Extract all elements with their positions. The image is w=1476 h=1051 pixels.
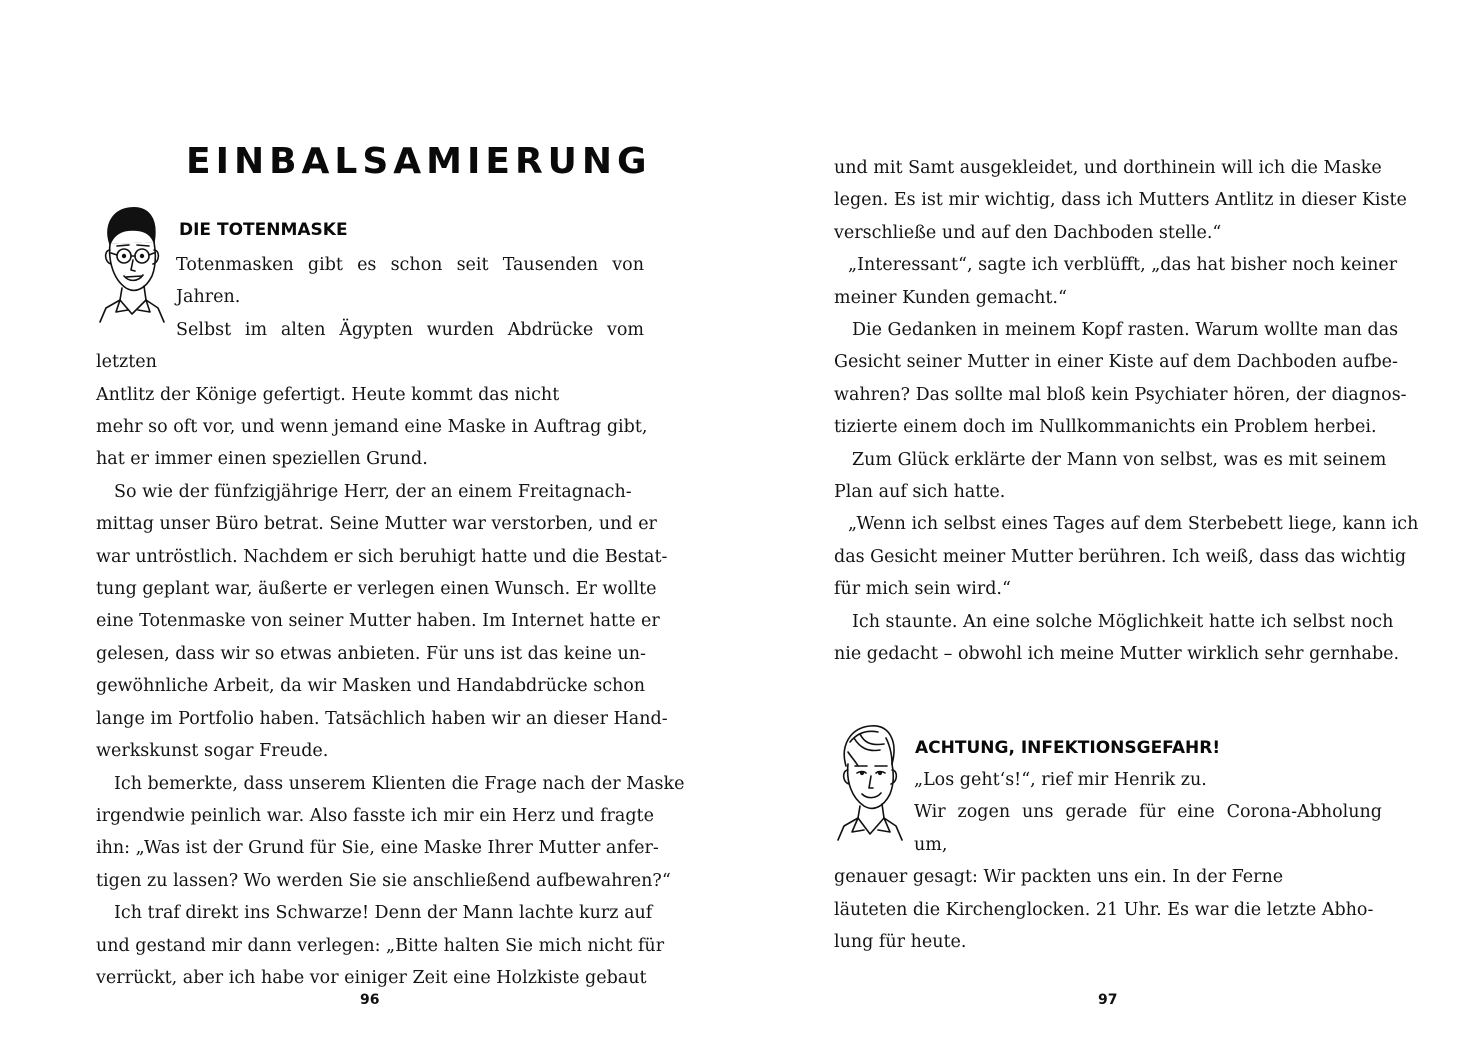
text-line: war untröstlich. Nachdem er sich beruhigt hatte und die Bestat- [96, 546, 668, 567]
text-line: Die Gedanken in meinem Kopf rasten. Warum wollte man das [852, 320, 1399, 341]
text-line: „Wenn ich selbst eines Tages auf dem Sterbebett liege, kann ich [848, 514, 1419, 535]
text-line: für mich sein wird.“ [834, 579, 1011, 600]
text-line: Plan auf sich hatte. [834, 482, 1006, 503]
text-line: Zum Glück erklärte der Mann von selbst, was es mit seinem [852, 449, 1387, 470]
text-line: legen. Es ist mir wichtig, dass ich Mutters Antlitz in dieser Kiste [834, 190, 1407, 211]
text-line: ihn: „Was ist der Grund für Sie, eine Maske Ihrer Mutter anfer- [96, 838, 659, 859]
text-line: und gestand mir dann verlegen: „Bitte halten Sie mich nicht für [96, 935, 665, 956]
chapter-title: EINBALSAMIERUNG [186, 141, 652, 182]
text-line: verschließe und auf den Dachboden stelle.“ [834, 222, 1222, 243]
text-line: hat er immer einen speziellen Grund. [96, 449, 428, 470]
text-line: wahren? Das sollte mal bloß kein Psychiater hören, der diagnos- [834, 384, 1407, 405]
text-line: tung geplant war, äußerte er verlegen einen Wunsch. Er wollte [96, 579, 657, 600]
text-line: irgendwie peinlich war. Also fasste ich mir ein Herz und fragte [96, 805, 654, 826]
text-line: tizierte einem doch im Nullkommanichts ein Problem herbei. [834, 417, 1377, 438]
text-line: meiner Kunden gemacht.“ [834, 287, 1067, 308]
text-line: und mit Samt ausgekleidet, und dorthinein will ich die Maske [834, 158, 1382, 178]
page-number: 96 [360, 992, 380, 1008]
page-number: 97 [1098, 992, 1118, 1008]
text-line: verrückt, aber ich habe vor einiger Zeit eine Holzkiste gebaut [96, 967, 647, 988]
right-body-text-top [834, 152, 1419, 671]
section-title: ACHTUNG, INFEKTIONSGEFAHR! [915, 738, 1221, 758]
text-line: eine Totenmaske von seiner Mutter haben. Im Internet hatte er [96, 611, 660, 632]
text-line: „Interessant“, sagte ich verblüfft, „das hat bisher noch keiner [848, 255, 1398, 276]
text-line: So wie der fünfzigjährige Herr, der an einem Freitagnach- [114, 481, 632, 502]
right-page [738, 0, 1476, 1051]
text-line: Ich staunte. An eine solche Möglichkeit hatte ich selbst noch [852, 611, 1394, 632]
text-line: tigen zu lassen? Wo werden Sie sie anschließend aufbewahren?“ [96, 870, 671, 891]
portrait-wrap-space [96, 249, 176, 346]
text-line: genauer gesagt: Wir packten uns ein. In der Ferne [834, 867, 1284, 888]
text-line: Totenmasken gibt es schon seit Tausenden von Jahren. [176, 255, 644, 308]
text-line: mehr so oft vor, und wenn jemand eine Maske in Auftrag gibt, [96, 417, 648, 438]
text-line: Wir zogen uns gerade für eine Corona-Abholung um, [914, 802, 1382, 855]
text-line: gelesen, dass wir so etwas anbieten. Für uns ist das keine un- [96, 643, 646, 664]
text-line: Selbst im alten Ägypten wurden Abdrücke vom letzten [96, 319, 644, 373]
text-line: „Los geht‘s!“, rief mir Henrik zu. [914, 770, 1207, 790]
text-line: Gesicht seiner Mutter in einer Kiste auf dem Dachboden aufbe- [834, 352, 1398, 373]
text-line: lange im Portfolio haben. Tatsächlich haben wir an dieser Hand- [96, 708, 668, 729]
left-body-text [96, 249, 685, 994]
text-line: werkskunst sogar Freude. [96, 741, 329, 762]
portrait-wrap-space [834, 764, 914, 861]
text-line: das Gesicht meiner Mutter berühren. Ich weiß, dass das wichtig [834, 546, 1407, 567]
text-line: Ich bemerkte, dass unserem Klienten die Frage nach der Maske [114, 773, 685, 794]
text-line: Antlitz der Könige gefertigt. Heute kommt das nicht [96, 384, 560, 405]
text-line: lung für heute. [834, 932, 967, 953]
right-body-text-bottom [834, 764, 1382, 958]
text-line: Ich traf direkt ins Schwarze! Denn der Mann lachte kurz auf [114, 903, 653, 924]
text-line: mittag unser Büro betrat. Seine Mutter war verstorben, und er [96, 514, 657, 535]
text-line: gewöhnliche Arbeit, da wir Masken und Handabdrücke schon [96, 676, 646, 697]
text-line: läuteten die Kirchenglocken. 21 Uhr. Es war die letzte Abho- [834, 899, 1374, 920]
section-title: DIE TOTENMASKE [179, 220, 348, 240]
text-line: nie gedacht – obwohl ich meine Mutter wirklich sehr gernhabe. [834, 644, 1400, 665]
